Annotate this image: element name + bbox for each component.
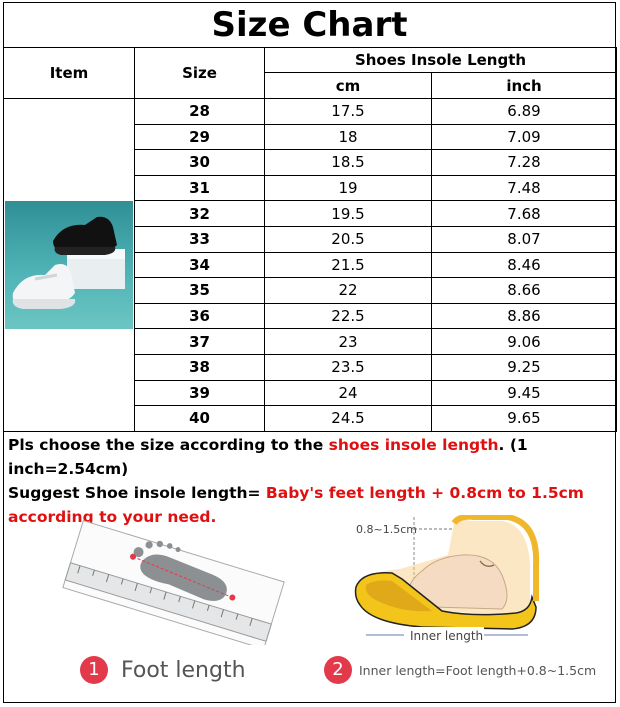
table-cell-inch: 9.06 [432, 329, 617, 355]
table-cell-size: 37 [135, 329, 265, 355]
table-cell-inch: 9.65 [432, 406, 617, 432]
table-cell-inch: 7.48 [432, 175, 617, 201]
table-cell-inch: 9.25 [432, 354, 617, 380]
range-label: 0.8~1.5cm [356, 523, 417, 536]
table-cell-size: 30 [135, 150, 265, 176]
table-cell-size: 35 [135, 278, 265, 304]
header-item: Item [4, 48, 135, 99]
step-1-text: Foot length [121, 657, 246, 683]
inner-length-label: Inner length [410, 629, 484, 643]
table-cell-cm: 22 [265, 278, 432, 304]
table-cell-cm: 19.5 [265, 201, 432, 227]
header-size: Size [135, 48, 265, 99]
table-cell-size: 29 [135, 124, 265, 150]
table-cell-cm: 24.5 [265, 406, 432, 432]
table-cell-cm: 19 [265, 175, 432, 201]
note-text: Suggest Shoe insole length= [8, 484, 266, 502]
product-image-cell [4, 99, 135, 432]
table-cell-cm: 18 [265, 124, 432, 150]
note-text: . (1 inch=2.54cm) [8, 436, 528, 478]
insole-illustration [352, 515, 544, 650]
note-highlight: according to your need. [8, 508, 217, 526]
header-inch: inch [432, 73, 617, 99]
foot-ruler-illustration [60, 520, 290, 645]
table-cell-inch: 7.68 [432, 201, 617, 227]
table-cell-size: 34 [135, 252, 265, 278]
table-cell-size: 31 [135, 175, 265, 201]
table-cell-inch: 8.66 [432, 278, 617, 304]
note-text: Pls choose the size according to the [8, 436, 329, 454]
note-highlight: shoes insole length [328, 436, 499, 454]
header-insole-length: Shoes Insole Length [265, 48, 617, 73]
page-title: Size Chart [3, 2, 616, 48]
table-cell-inch: 7.09 [432, 124, 617, 150]
table-cell-cm: 18.5 [265, 150, 432, 176]
step-2-caption [324, 656, 596, 684]
note-highlight: Baby's feet length + 0.8cm to 1.5cm [265, 484, 584, 502]
step-2-badge: 2 [324, 656, 352, 684]
table-cell-size: 28 [135, 99, 265, 125]
size-table [3, 47, 617, 432]
table-cell-size: 32 [135, 201, 265, 227]
table-cell-cm: 23 [265, 329, 432, 355]
table-cell-inch: 6.89 [432, 99, 617, 125]
table-cell-inch: 7.28 [432, 150, 617, 176]
table-cell-cm: 21.5 [265, 252, 432, 278]
table-cell-size: 40 [135, 406, 265, 432]
step-1-caption [80, 656, 246, 684]
table-cell-inch: 8.46 [432, 252, 617, 278]
table-cell-inch: 8.86 [432, 303, 617, 329]
step-1-badge: 1 [80, 656, 108, 684]
step-2-text: Inner length=Foot length+0.8~1.5cm [358, 662, 597, 678]
table-cell-cm: 22.5 [265, 303, 432, 329]
table-cell-cm: 20.5 [265, 226, 432, 252]
header-cm: cm [265, 73, 432, 99]
table-cell-size: 36 [135, 303, 265, 329]
table-cell-inch: 9.45 [432, 380, 617, 406]
table-cell-inch: 8.07 [432, 226, 617, 252]
table-cell-cm: 23.5 [265, 354, 432, 380]
table-cell-size: 33 [135, 226, 265, 252]
table-cell-size: 39 [135, 380, 265, 406]
table-cell-cm: 17.5 [265, 99, 432, 125]
table-cell-size: 38 [135, 354, 265, 380]
table-cell-cm: 24 [265, 380, 432, 406]
product-image [5, 201, 133, 329]
